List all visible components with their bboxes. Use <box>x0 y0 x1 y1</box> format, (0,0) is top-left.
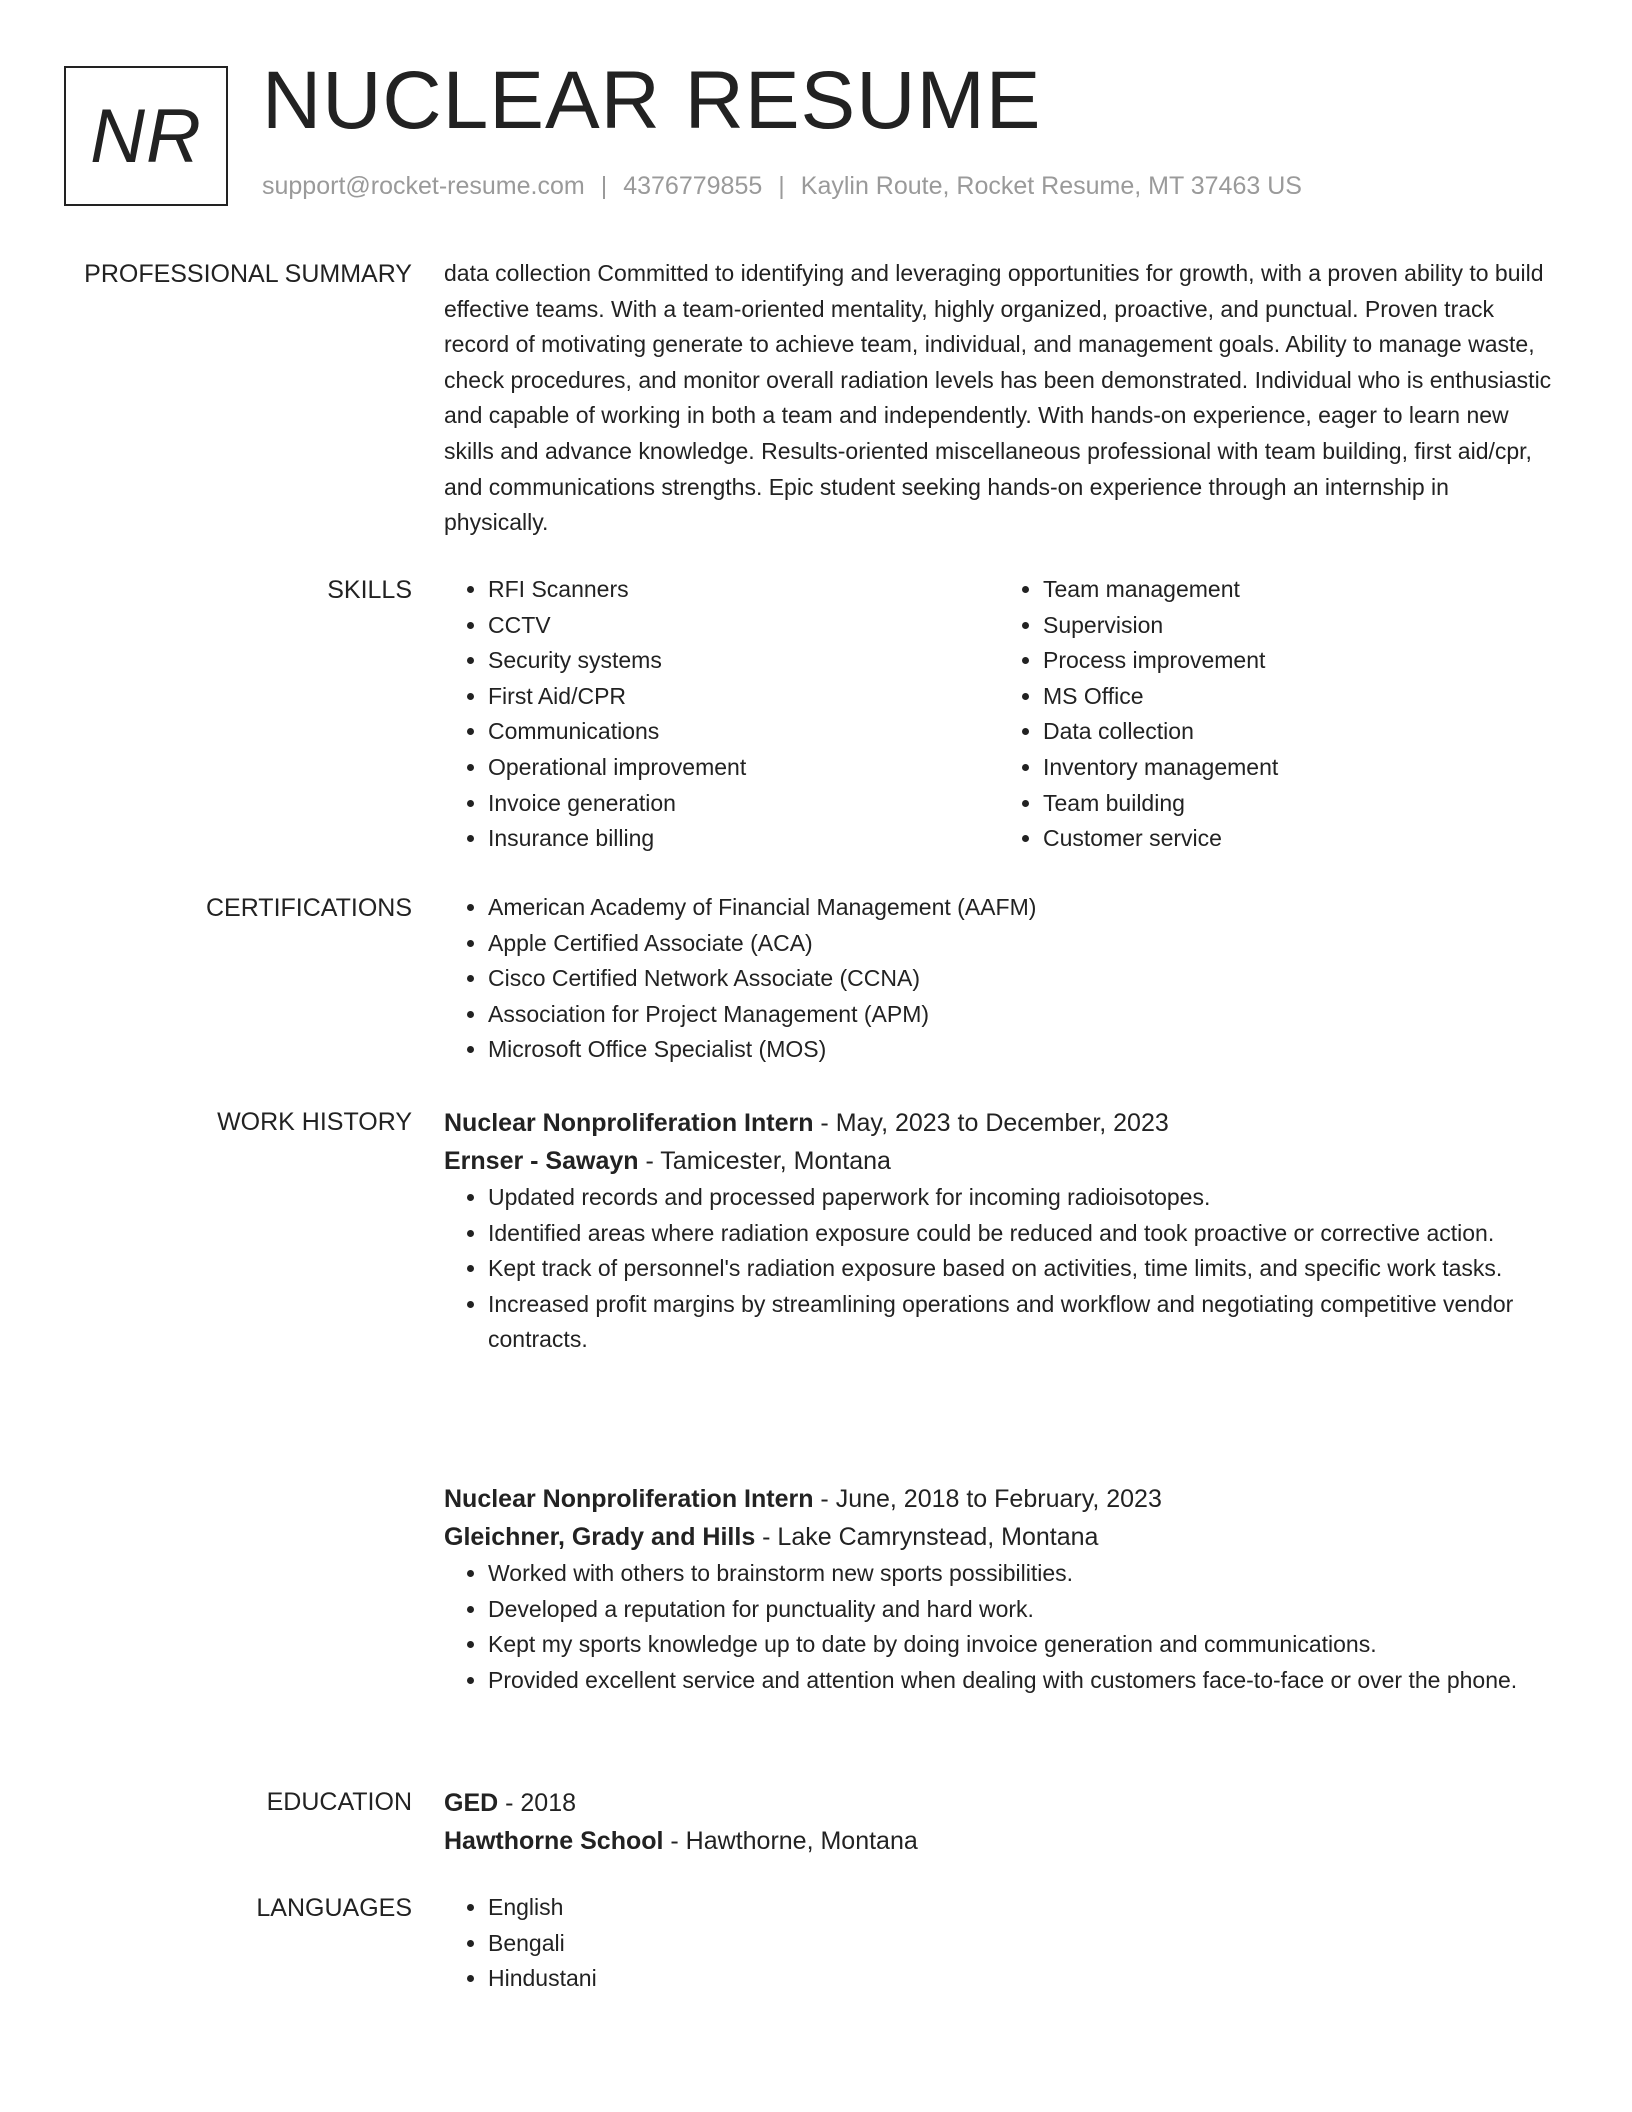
section-title-summary: PROFESSIONAL SUMMARY <box>84 260 412 288</box>
skill-item: • Communications <box>488 714 999 750</box>
section-title-languages: LANGUAGES <box>256 1894 412 1922</box>
language-item: • English <box>488 1890 1554 1926</box>
skill-item: • Invoice generation <box>488 786 999 822</box>
education-degree-line <box>444 1784 1554 1822</box>
skill-item: • First Aid/CPR <box>488 679 999 715</box>
job-entry <box>444 1480 1554 1698</box>
contact-line <box>262 172 1302 201</box>
job-bullet: • Provided excellent service and attention when dealing with customers face-to-face or over the phone. <box>488 1663 1554 1699</box>
contact-separator: | <box>600 172 608 200</box>
job-role-line <box>444 1104 1554 1142</box>
skill-item: • Inventory management <box>1043 750 1554 786</box>
skill-item: • Customer service <box>1043 821 1554 857</box>
education-body <box>444 1784 1554 1860</box>
job-bullets <box>444 1180 1554 1358</box>
job-bullet: • Worked with others to brainstorm new sports possibilities. <box>488 1556 1554 1592</box>
section-title-skills: SKILLS <box>327 576 412 604</box>
languages-list <box>444 1890 1554 1997</box>
job-role-line <box>444 1480 1554 1518</box>
job-bullets <box>444 1556 1554 1698</box>
certification-item: • American Academy of Financial Management (AAFM) <box>488 890 1554 926</box>
job-location: - Tamicester, Montana <box>638 1147 891 1175</box>
job-bullet: • Identified areas where radiation exposure could be reduced and took proactive or corrective action. <box>488 1216 1554 1252</box>
education-school: Hawthorne School <box>444 1827 664 1855</box>
monogram-initials: NR <box>90 93 202 179</box>
certification-item: • Cisco Certified Network Associate (CCNA) <box>488 961 1554 997</box>
job-bullet: • Developed a reputation for punctuality and hard work. <box>488 1592 1554 1628</box>
section-title-education: EDUCATION <box>266 1788 412 1816</box>
contact-address: Kaylin Route, Rocket Resume, MT 37463 US <box>800 172 1302 200</box>
language-item: • Bengali <box>488 1926 1554 1962</box>
skill-item: • MS Office <box>1043 679 1554 715</box>
skill-item: • CCTV <box>488 608 999 644</box>
job-bullet: • Kept my sports knowledge up to date by doing invoice generation and communications. <box>488 1627 1554 1663</box>
skills-list-left <box>444 572 999 857</box>
skills-columns <box>444 572 1554 857</box>
skills-list-right <box>999 572 1554 857</box>
section-title-certifications: CERTIFICATIONS <box>205 894 412 922</box>
job-company: Ernser - Sawayn <box>444 1147 639 1175</box>
language-item: • Hindustani <box>488 1961 1554 1997</box>
contact-separator: | <box>778 172 785 200</box>
education-school-line <box>444 1822 1554 1860</box>
skill-item: • Process improvement <box>1043 643 1554 679</box>
candidate-name: NUCLEAR RESUME <box>262 55 1042 146</box>
work-history-body-2 <box>444 1480 1554 1698</box>
skill-item: • Supervision <box>1043 608 1554 644</box>
section-title-work-history: WORK HISTORY <box>217 1108 412 1136</box>
education-location: - Hawthorne, Montana <box>663 1827 918 1855</box>
skill-item: • Team management <box>1043 572 1554 608</box>
certifications-body <box>444 890 1554 1068</box>
summary-text: data collection Committed to identifying and leveraging opportunities for growth, with a proven ability to build effective teams. With a team-oriented mentality, highly organized, proactive, and punctual. Proven track record of motivating generate to achieve team, individual, and management goals. Ability to manage waste, check procedures, and monitor overall radiation levels has been demonstrated. Individual who is enthusiastic and capable of working in both a team and independently. With hands-on experience, eager to learn new skills and advance knowledge. Results-oriented miscellaneous professional with team building, first aid/cpr, and communications strengths. Epic student seeking hands-on experience through an internship in physically. <box>444 260 1552 536</box>
job-company: Gleichner, Grady and Hills <box>444 1523 756 1551</box>
job-bullet: • Increased profit margins by streamlining operations and workflow and negotiating competitive vendor contracts. <box>488 1287 1554 1358</box>
job-company-line <box>444 1142 1554 1180</box>
job-bullet: • Updated records and processed paperwork for incoming radioisotopes. <box>488 1180 1554 1216</box>
education-degree: GED <box>444 1789 499 1817</box>
job-dates: - June, 2018 to February, 2023 <box>813 1485 1162 1513</box>
skill-item: • RFI Scanners <box>488 572 999 608</box>
skill-item: • Security systems <box>488 643 999 679</box>
skill-item: • Insurance billing <box>488 821 999 857</box>
contact-phone: 4376779855 <box>623 172 763 200</box>
skill-item: • Data collection <box>1043 714 1554 750</box>
skill-item: • Team building <box>1043 786 1554 822</box>
education-year: - 2018 <box>498 1789 577 1817</box>
job-role: Nuclear Nonproliferation Intern <box>444 1485 814 1513</box>
job-entry <box>444 1104 1554 1358</box>
job-company-line <box>444 1518 1554 1556</box>
certification-item: • Apple Certified Associate (ACA) <box>488 926 1554 962</box>
job-dates: - May, 2023 to December, 2023 <box>813 1109 1169 1137</box>
certification-item: • Microsoft Office Specialist (MOS) <box>488 1032 1554 1068</box>
job-role: Nuclear Nonproliferation Intern <box>444 1109 814 1137</box>
languages-body <box>444 1890 1554 1997</box>
contact-email: support@rocket-resume.com <box>262 172 585 200</box>
job-location: - Lake Camrynstead, Montana <box>755 1523 1099 1551</box>
skill-item: • Operational improvement <box>488 750 999 786</box>
monogram-box <box>64 66 228 206</box>
certification-item: • Association for Project Management (APM) <box>488 997 1554 1033</box>
certifications-list <box>444 890 1554 1068</box>
job-bullet: • Kept track of personnel's radiation exposure based on activities, time limits, and specific work tasks. <box>488 1251 1554 1287</box>
work-history-body <box>444 1104 1554 1358</box>
